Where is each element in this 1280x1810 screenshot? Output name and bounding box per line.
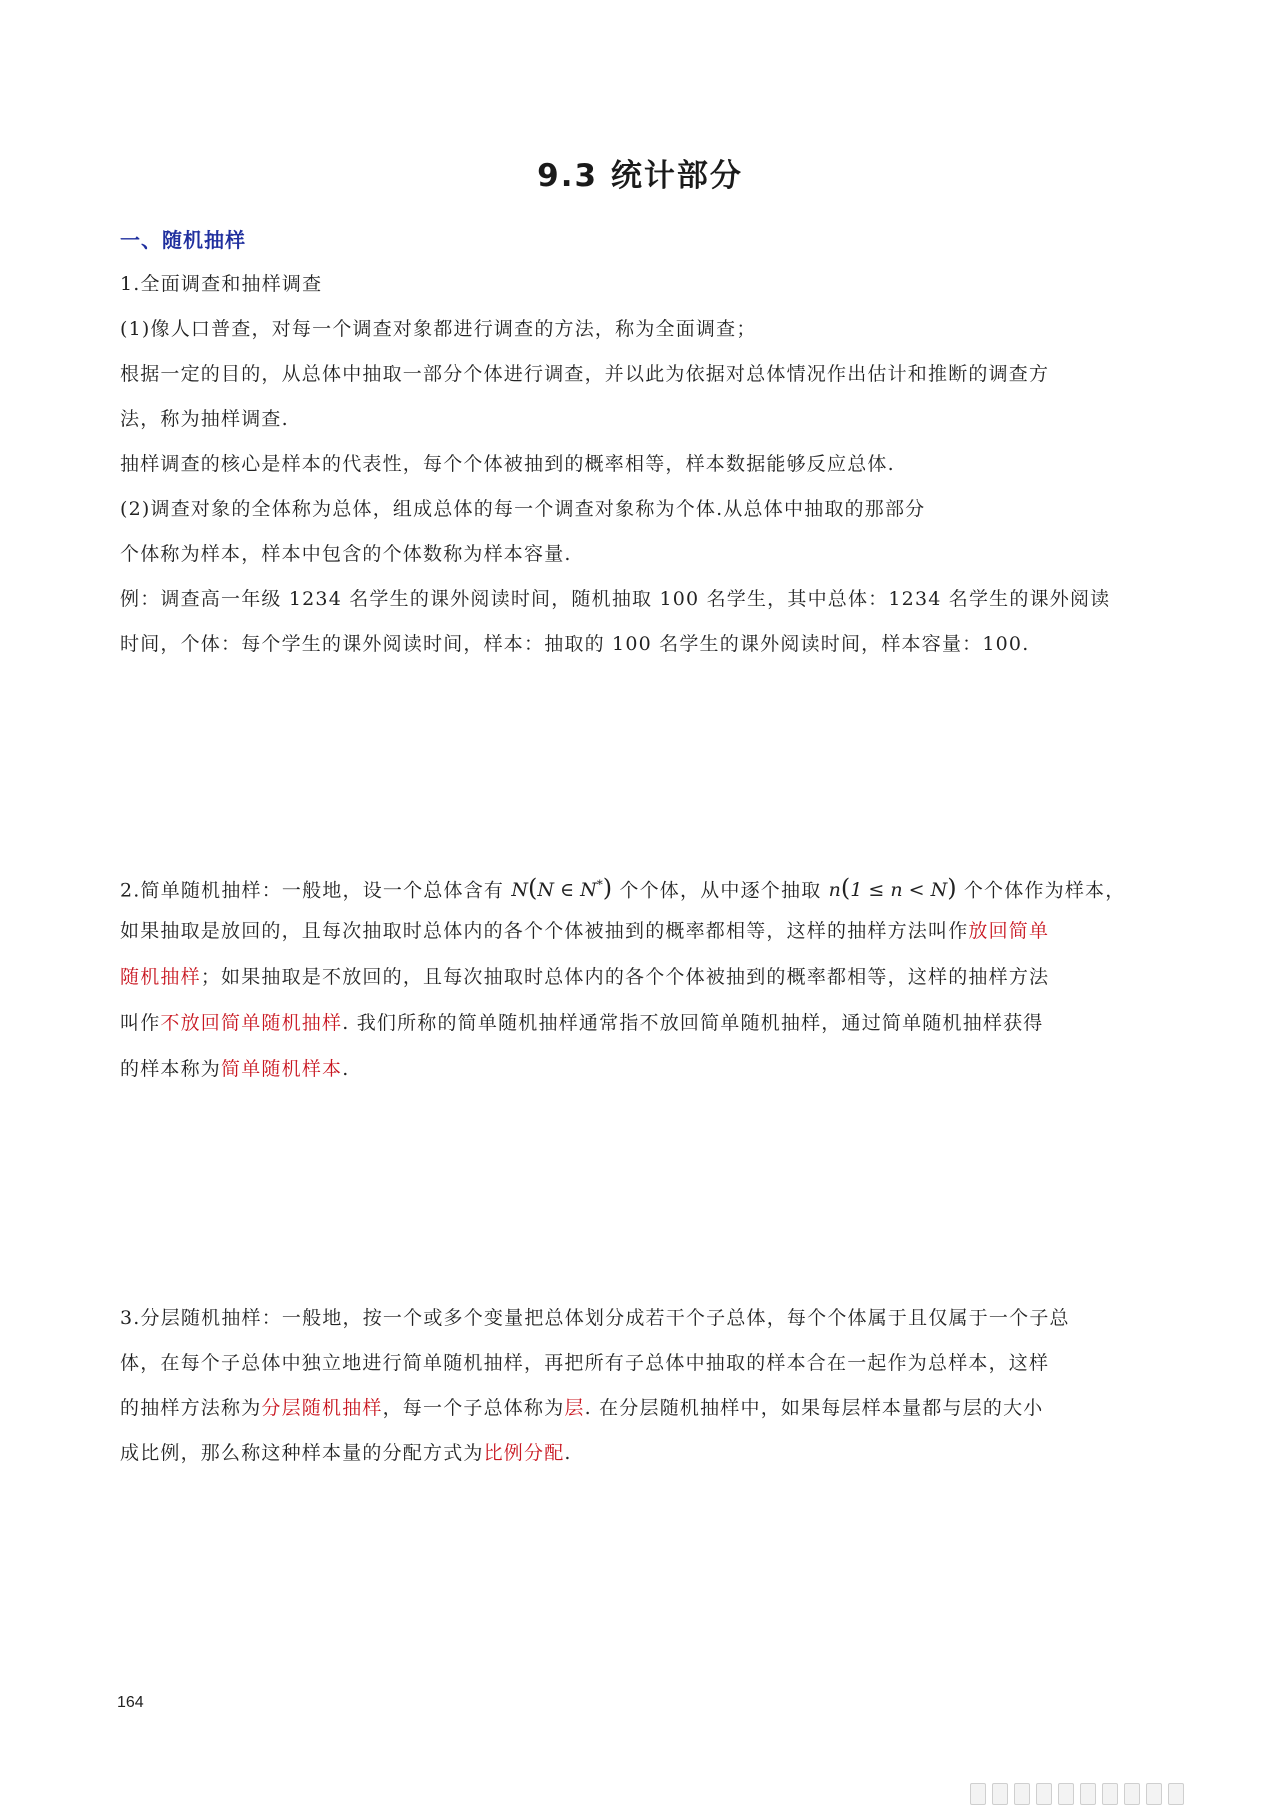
text-line: (2)调查对象的全体称为总体，组成总体的每一个调查对象称为个体.从总体中抽取的那部分 [120,498,926,520]
watermark-mark [1036,1783,1052,1805]
text-span: 个个体，从中逐个抽取 [612,879,829,902]
part2-simple-random-sampling [120,862,1170,1092]
math-paren: ( [528,874,538,903]
part1-survey-types [120,262,1170,667]
text-line: 法，称为抽样调查. [120,408,289,430]
math-symbol: N [511,879,528,902]
text-span: . [564,1442,572,1464]
part3-stratified-sampling [120,1296,1170,1476]
text-line: 时间，个体：每个学生的课外阅读时间，样本：抽取的 100 名学生的课外阅读时间，样本容量：100. [120,633,1030,655]
text-span: 叫作 [120,1012,161,1034]
page-number: 164 [117,1694,144,1711]
watermark-mark [1124,1783,1140,1805]
text-line: 3.分层随机抽样：一般地，按一个或多个变量把总体划分成若干个子总体，每个个体属于且仅属于一个子总 [120,1307,1070,1329]
text-line: 抽样调查的核心是样本的代表性，每个个体被抽到的概率相等，样本数据能够反应总体. [120,453,895,475]
page-title: 9.3 统计部分 [537,158,743,194]
text-line: 例：调查高一年级 1234 名学生的课外阅读时间，随机抽取 100 名学生，其中总体：1234 名学生的课外阅读 [120,588,1111,610]
highlight-term: 比例分配 [483,1442,565,1464]
text-span: 如果抽取是放回的，且每次抽取时总体内的各个个体被抽到的概率都相等，这样的抽样方法叫作 [120,920,969,942]
watermark-mark [1102,1783,1118,1805]
text-span: . [342,1058,350,1080]
text-span: 个个体作为样本， [956,879,1126,902]
text-line: 根据一定的目的，从总体中抽取一部分个体进行调查，并以此为依据对总体情况作出估计和推断的调查方 [120,363,1050,385]
text-span: . 在分层随机抽样中，如果每层样本量都与层的大小 [584,1397,1044,1419]
text-line [120,1046,1170,1092]
text-span: ，每一个子总体称为 [382,1397,565,1419]
watermark-mark [1058,1783,1074,1805]
highlight-term: 简单随机样本 [221,1058,343,1080]
text-line [120,1431,1170,1476]
math-paren: ( [840,874,851,903]
highlight-term: 层 [564,1397,585,1419]
math-paren: ) [947,874,957,903]
watermark-mark [992,1783,1008,1805]
math-symbol: n [828,879,841,902]
math-superscript: * [596,878,603,892]
text-line [120,1386,1170,1431]
text-line: (1)像人口普查，对每一个调查对象都进行调查的方法，称为全面调查； [120,318,757,340]
watermark-mark [1014,1783,1030,1805]
watermark-mark [1168,1783,1184,1805]
watermark-mark [1146,1783,1162,1805]
text-span: ；如果抽取是不放回的，且每次抽取时总体内的各个个体被抽到的概率都相等，这样的抽样方法 [200,966,1050,988]
text-span: . 我们所称的简单随机抽样通常指不放回简单随机抽样，通过简单随机抽样获得 [342,1012,1044,1034]
math-paren: ) [602,874,613,903]
text-line [120,954,1170,1000]
text-line [120,908,1170,954]
text-line: 个体称为样本，样本中包含的个体数称为样本容量. [120,543,572,565]
formula-population-size [511,874,613,903]
text-line: 1.全面调查和抽样调查 [120,273,323,295]
text-line: 体，在每个子总体中独立地进行简单随机抽样，再把所有子总体中抽取的样本合在一起作为总样本，这样 [120,1352,1050,1374]
watermark-mark [970,1783,986,1805]
formula-sample-size [828,874,957,903]
math-symbol: N ∈ [537,879,581,902]
highlight-term: 随机抽样 [120,966,201,988]
text-line [120,862,1170,908]
text-span: 的抽样方法称为 [120,1397,262,1419]
text-span: 的样本称为 [120,1058,222,1080]
text-span: 2.简单随机抽样：一般地，设一个总体含有 [120,879,512,902]
math-expression: 1 ≤ n < N [850,879,948,902]
watermark-marks [970,1783,1250,1803]
highlight-term: 不放回简单随机抽样 [160,1012,343,1034]
section-heading-random-sampling: 一、随机抽样 [120,228,246,252]
watermark-mark [1080,1783,1096,1805]
highlight-term: 分层随机抽样 [261,1397,383,1419]
text-line [120,1000,1170,1046]
text-span: 成比例，那么称这种样本量的分配方式为 [120,1442,484,1464]
math-symbol: N [580,879,597,902]
highlight-term: 放回简单 [968,920,1050,942]
